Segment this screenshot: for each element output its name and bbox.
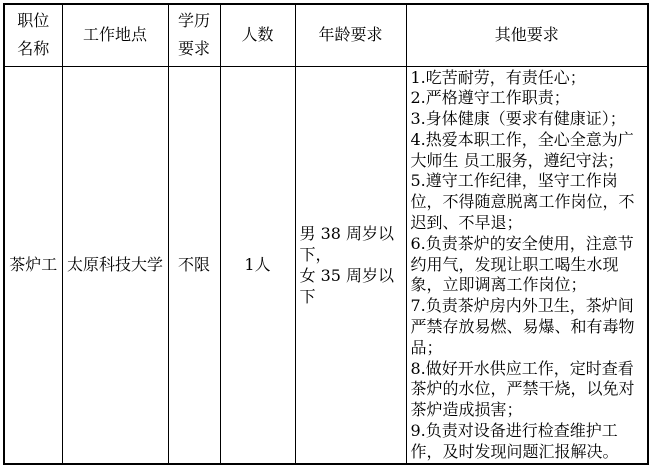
header-cell-headcount (220, 4, 295, 66)
header-position-line1: 职位 (17, 11, 50, 31)
header-cell-work-location (62, 4, 168, 66)
header-row (4, 4, 648, 66)
job-posting-table (3, 3, 649, 465)
requirement-item: 1.吃苦耐劳，有责任心； (410, 67, 586, 87)
requirement-item: 4.热爱本职工作，全心全意为广大师生 员工服务，遵纪守法； (410, 129, 634, 170)
cell-work-location: 太原科技大学 (62, 66, 168, 464)
header-age-label: 年龄要求 (318, 25, 383, 45)
cell-age-requirement (295, 66, 406, 464)
header-education-line2: 要求 (177, 39, 210, 59)
table-row (4, 66, 648, 464)
requirement-item: 5.遵守工作纪律，坚守工作岗位，不得随意脱离工作岗位，不迟到、不早退； (410, 171, 635, 233)
age-requirement-line1: 男 38 周岁以下， (299, 223, 395, 264)
requirement-item: 2.严格遵守工作职责； (410, 88, 570, 108)
requirement-item: 8.做好开水供应工作，定时查看茶炉的水位，严禁干烧，以免对茶炉造成损害； (410, 358, 635, 420)
header-cell-education-requirement (168, 4, 220, 66)
header-position-line2: 名称 (17, 39, 50, 59)
header-other-label: 其他要求 (494, 25, 559, 45)
header-cell-age-requirement (295, 4, 406, 66)
requirement-item: 6.负责茶炉的安全使用，注意节约用气，发现让职工喝生水现象，立即调离工作岗位； (410, 233, 634, 295)
header-location-label: 工作地点 (82, 25, 147, 45)
requirement-item: 7.负责茶炉房内外卫生，茶炉间严禁存放易燃、易爆、和有毒物品； (410, 296, 635, 357)
cell-position-name: 茶炉工 (4, 66, 62, 464)
cell-other-requirements (406, 66, 648, 464)
header-headcount-label: 人数 (241, 25, 274, 45)
cell-education-requirement: 不限 (168, 66, 220, 464)
header-education-line1: 学历 (177, 11, 210, 31)
requirement-item: 3.身体健康（要求有健康证）； (410, 109, 626, 129)
requirement-item: 9.负责对设备进行检查维护工作，及时发现问题汇报解决。 (410, 421, 619, 461)
header-cell-other-requirements (406, 4, 648, 66)
header-cell-position-name (4, 4, 62, 66)
cell-headcount: 1人 (220, 66, 295, 464)
age-requirement-line2: 女 35 周岁以下 (299, 265, 395, 306)
